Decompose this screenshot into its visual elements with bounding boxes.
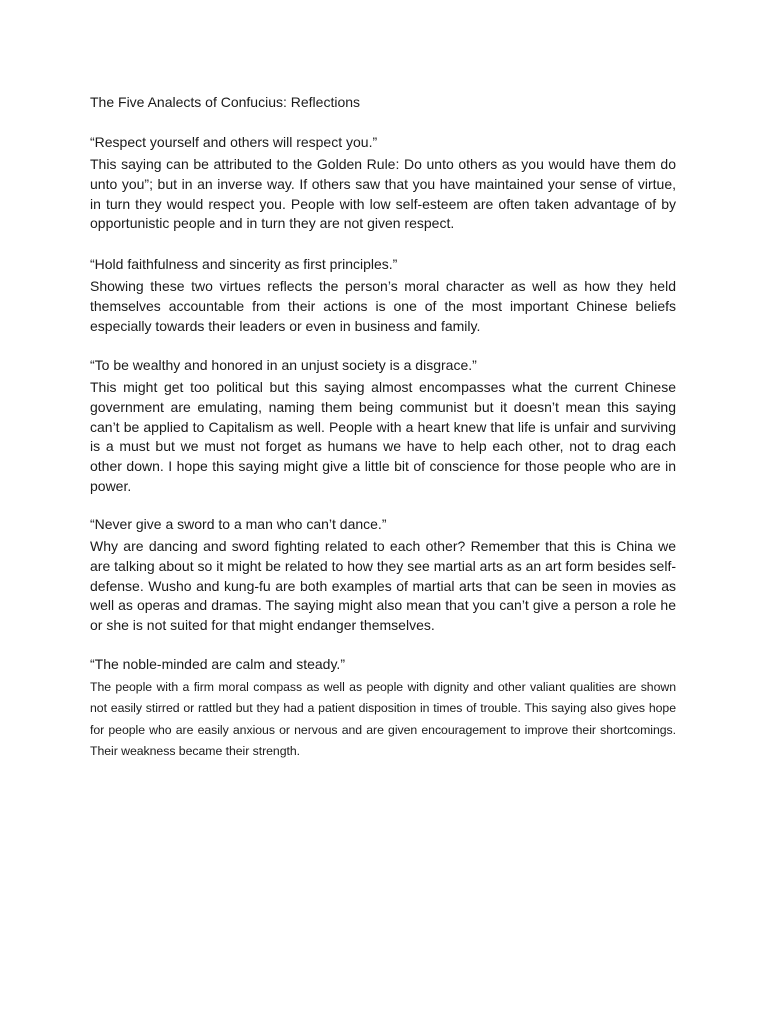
analect-quote: “To be wealthy and honored in an unjust society is a disgrace.” [90, 357, 477, 373]
analect-reflection: Showing these two virtues reflects the person’s moral character as well as how they held themselves accountable from their actions is one of the most important Chinese beliefs especially towards their leaders or even in business and family. [90, 278, 676, 334]
analect-quote: “The noble-minded are calm and steady.” [90, 656, 345, 672]
analect-section-2 [90, 255, 676, 336]
analect-section-5 [90, 655, 676, 762]
analect-reflection: This saying can be attributed to the Golden Rule: Do unto others as you would have them do unto you”; but in an inverse way. If others saw that you have maintained your sense of virtue, in turn they would respect you. People with low self-esteem are often taken advantage of by opportunistic people and in turn they are not given respect. [90, 156, 676, 232]
analect-reflection: The people with a firm moral compass as well as people with dignity and other valiant qualities are shown not easily stirred or rattled but they had a patient disposition in times of trouble. This saying also gives hope for people who are easily anxious or nervous and are given encouragement to improve their shortcomings. Their weakness became their strength. [90, 680, 676, 758]
document-title: The Five Analects of Confucius: Reflections [90, 94, 361, 110]
analect-section-1 [90, 133, 676, 234]
analect-quote: “Hold faithfulness and sincerity as first principles.” [90, 256, 398, 272]
analect-quote: “Never give a sword to a man who can’t dance.” [90, 516, 387, 532]
analect-section-4 [90, 515, 676, 636]
analect-reflection: Why are dancing and sword fighting related to each other? Remember that this is China we are talking about so it might be related to how they see martial arts as an art form besides self-defense. Wusho and kung-fu are both examples of martial arts that can be seen in movies as well as operas and dramas. The saying might also mean that you can’t give a person a role he or she is not suited for that might endanger themselves. [90, 538, 676, 634]
analect-reflection: This might get too political but this saying almost encompasses what the current Chinese government are emulating, naming them being communist but it doesn’t mean this saying can’t be applied to Capitalism as well. People with a heart knew that life is unfair and surviving is a must but we must not forget as humans we have to help each other, not to drag each other down. I hope this saying might give a little bit of conscience for those people who are in power. [90, 379, 676, 494]
analect-section-3 [90, 356, 676, 497]
analect-quote: “Respect yourself and others will respect you.” [90, 134, 378, 150]
